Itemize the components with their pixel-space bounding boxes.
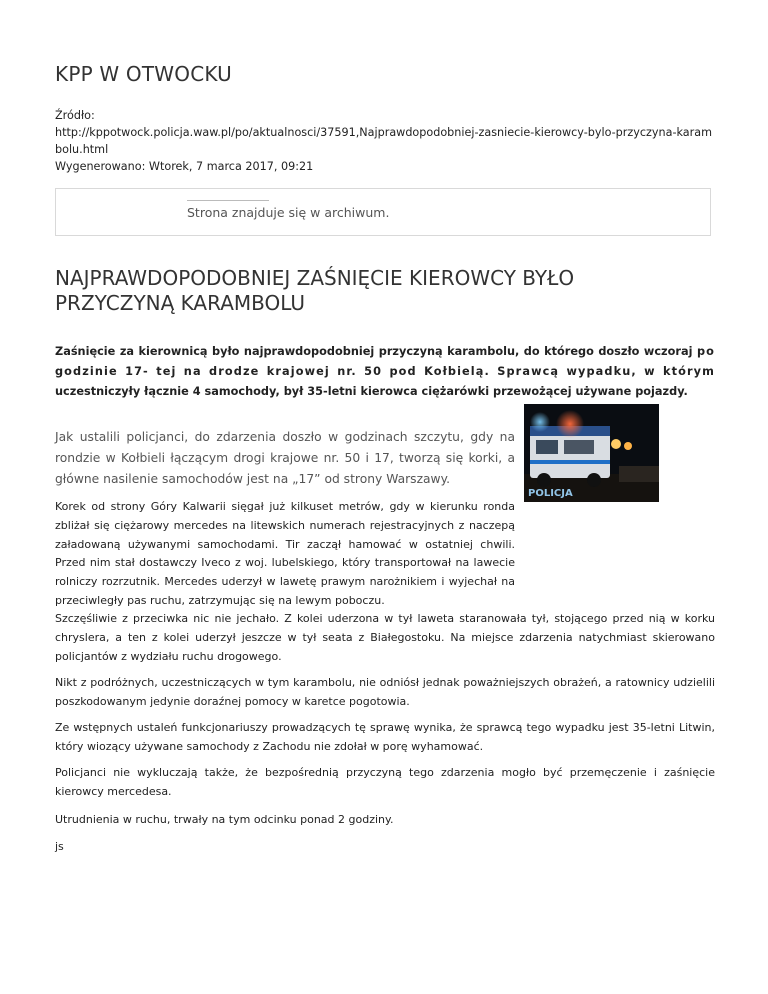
- article-paragraph: Utrudnienia w ruchu, trwały na tym odcinku ponad 2 godziny.: [55, 813, 394, 826]
- generated-date: Wygenerowano: Wtorek, 7 marca 2017, 09:21: [55, 160, 314, 173]
- article-paragraph: Szczęśliwie z przeciwka nic nie jechało. Z kolei uderzona w tył laweta staranowała tył, stojącego przed nią w korku chryslera, a ten z kolei uderzył jeszcze w tył seata z Białegostoku. Na miejsce zdarzenia natychmiast skierowano policjantów z wydziału ruchu drogowego.: [55, 612, 715, 663]
- source-label: Źródło:: [55, 109, 95, 122]
- site-title: KPP W OTWOCKU: [55, 62, 232, 86]
- lead-line-3: uczestniczyły łącznie 4 samochody, był 35-letni kierowca ciężarówki przewożącej używane pojazdy.: [55, 385, 688, 398]
- archive-notice: Strona znajduje się w archiwum.: [187, 205, 390, 220]
- article-paragraph: Ze wstępnych ustaleń funkcjonariuszy prowadzących tę sprawę wynika, że sprawcą tego wypadku jest 35-letni Litwin, który wiozący używane samochody z Zachodu nie zdołał w porę wyhamować.: [55, 721, 715, 753]
- article-lead: [55, 342, 715, 402]
- article-paragraph: Nikt z podróżnych, uczestniczących w tym karambolu, nie odniósł jednak poważniejszych obrażeń, a ratownicy udzielili poszkodowanym jedynie doraźnej pomocy w karetce pogotowia.: [55, 676, 715, 708]
- divider: [187, 200, 269, 201]
- lead-line-2: po godzinie 17- tej na drodze krajowej nr. 50 pod Kołbielą. Sprawcą wypadku, w którym: [55, 345, 715, 378]
- archive-notice-box: [55, 188, 711, 236]
- source-meta: [55, 107, 715, 175]
- article-paragraph: Policjanci nie wykluczają także, że bezpośrednią przyczyną tego zdarzenia mogło być przemęczenie i zaśnięcie kierowcy mercedesa.: [55, 766, 715, 798]
- photo-watermark: POLICJA: [528, 488, 573, 499]
- article-paragraph: Jak ustalili policjanci, do zdarzenia doszło w godzinach szczytu, gdy na rondzie w Kołbieli łączącym drogi krajowe nr. 50 i 17, tworzą się korki, a główne nasilenie samochodów jest na „17” od strony Warszawy.: [55, 430, 515, 486]
- lead-line-1: Zaśnięcie za kierownicą było najprawdopodobniej przyczyną karambolu, do którego doszło wczoraj: [55, 345, 693, 358]
- article-photo[interactable]: [524, 404, 659, 502]
- article-title: NAJPRAWDOPODOBNIEJ ZAŚNIĘCIE KIEROWCY BYŁO PRZYCZYNĄ KARAMBOLU: [55, 266, 575, 315]
- accident-night-scene-image: [524, 404, 659, 502]
- signature: js: [55, 840, 64, 853]
- source-url[interactable]: http://kppotwock.policja.waw.pl/po/aktualnosci/37591,Najprawdopodobniej-zasniecie-kierowcy-bylo-przyczyna-karambolu.html: [55, 126, 712, 156]
- article-paragraph: Korek od strony Góry Kalwarii sięgał już kilkuset metrów, gdy w kierunku ronda zbliżał się ciężarowy mercedes na litewskich numerach rejestracyjnych z naczepą załadowaną używanymi samochodami. Tir zaczął hamować w ostatniej chwili. Przed nim stał dostawczy Iveco z woj. lubelskiego, który transportował na lawecie rolniczy rozrzutnik. Mercedes uderzył w lawetę prawym narożnikiem i wyjechał na przeciwległy pas ruchu, zatrzymując się na lewym poboczu.: [55, 500, 515, 607]
